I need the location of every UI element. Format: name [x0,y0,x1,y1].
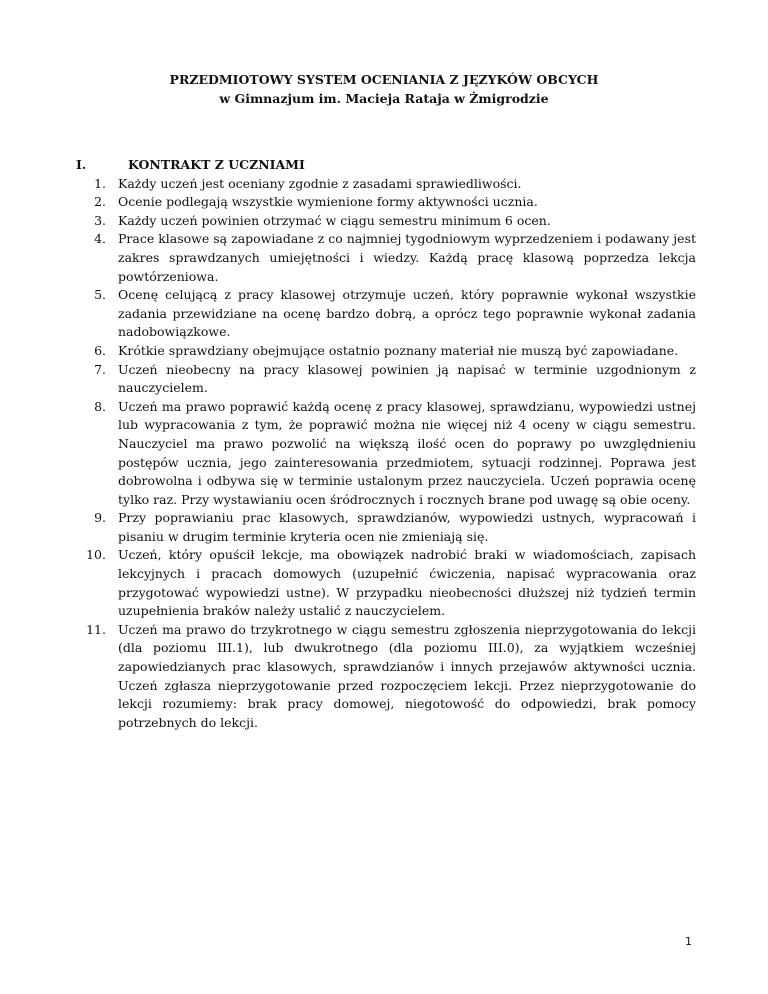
section-number: I. [76,157,87,172]
item-number: 4. [94,231,106,247]
item-number: 5. [94,287,106,303]
item-text: Ocenę celującą z pracy klasowej otrzymuje uczeń, który poprawnie wykonał wszystkie zadania przewidziane na ocenę bardzo dobrą, a oprócz tego poprawnie wykonał zadania nadobowiązkowe. [118,287,696,340]
item-number: 3. [94,212,106,228]
item-number: 6. [94,342,106,358]
list-item [76,212,696,231]
list-item [76,193,696,212]
item-text: Krótkie sprawdziany obejmujące ostatnio poznany materiał nie muszą być zapowiadane. [118,342,679,358]
item-number: 8. [94,398,106,414]
list-item [76,509,696,546]
section-heading [76,156,696,175]
item-number: 2. [94,194,106,210]
item-text: Uczeń, który opuścił lekcje, ma obowiązek nadrobić braki w wiadomościach, zapisach lekcyjnych i pracach domowych (uzupełnić ćwiczenia, napisać wypracowania oraz przygotować wypowiedzi ustne). W przypadku nieobecności dłuższej niż tydzień termin uzupełnienia braków należy ustalić z nauczycielem. [118,547,696,619]
page-number: 1 [685,935,692,948]
section-title: KONTRAKT Z UCZNIAMI [128,157,305,172]
list-item [76,286,696,342]
item-number: 7. [94,361,106,377]
item-number: 10. [86,547,106,563]
item-text: Uczeń nieobecny na pracy klasowej powinien ją napisać w terminie uzgodnionym z nauczycielem. [118,361,696,396]
item-text: Ocenie podlegają wszystkie wymienione formy aktywności ucznia. [118,194,538,210]
list-item [76,175,696,194]
item-number: 11. [86,621,106,637]
item-text: Prace klasowe są zapowiadane z co najmniej tygodniowym wyprzedzeniem i podawany jest zakres sprawdzanych umiejętności i wiedzy. Każdą pracę klasową poprzedza lekcja powtórzeniowa. [118,231,696,284]
item-text: Każdy uczeń jest oceniany zgodnie z zasadami sprawiedliwości. [118,175,522,191]
item-text: Uczeń ma prawo do trzykrotnego w ciągu semestru zgłoszenia nieprzygotowania do lekcji (dla poziomu III.1), lub dwukrotnego (dla poziomu III.0), za wyjątkiem wcześniej zapowiedzianych prac klasowych, sprawdzianów i innych przejawów aktywności ucznia. Uczeń zgłasza nieprzygotowanie przed rozpoczęciem lekcji. Przez nieprzygotowanie do lekcji rozumiemy: brak pracy domowej, niegotowość do odpowiedzi, brak pomocy potrzebnych do lekcji. [118,621,696,730]
list-item [76,398,696,510]
item-text: Przy poprawianiu prac klasowych, sprawdzianów, wypowiedzi ustnych, wypracowań i pisaniu w drugim terminie kryteria ocen nie zmieniają się. [118,510,696,544]
list-item [76,621,696,733]
document-title: PRZEDMIOTOWY SYSTEM OCENIANIA Z JĘZYKÓW OBCYCH [169,72,599,87]
item-number: 1. [94,175,106,191]
list-item [76,342,696,361]
item-text: Uczeń ma prawo poprawić każdą ocenę z pracy klasowej, sprawdzianu, wypowiedzi ustnej lub wypracowania z tym, że poprawić można nie więcej niż 4 oceny w ciągu semestru. Nauczyciel ma prawo pozwolić na większą ilość ocen do poprawy po uwzględnieniu postępów ucznia, jego zainteresowania przedmiotem, sytuacji rodzinnej. Poprawa jest dobrowolna i odbywa się w terminie ustalonym przez nauczyciela. Uczeń poprawia ocenę tylko raz. Przy wystawianiu ocen śródrocznych i rocznych brane pod uwagę są obie oceny. [118,398,696,507]
section-contract [76,156,696,732]
list-item [76,546,696,620]
list-item [76,230,696,286]
item-number: 9. [94,510,106,526]
rules-list [76,175,696,733]
item-text: Każdy uczeń powinien otrzymać w ciągu semestru minimum 6 ocen. [118,212,551,228]
document-subtitle: w Gimnazjum im. Macieja Rataja w Żmigrodzie [219,91,549,106]
list-item [76,361,696,398]
